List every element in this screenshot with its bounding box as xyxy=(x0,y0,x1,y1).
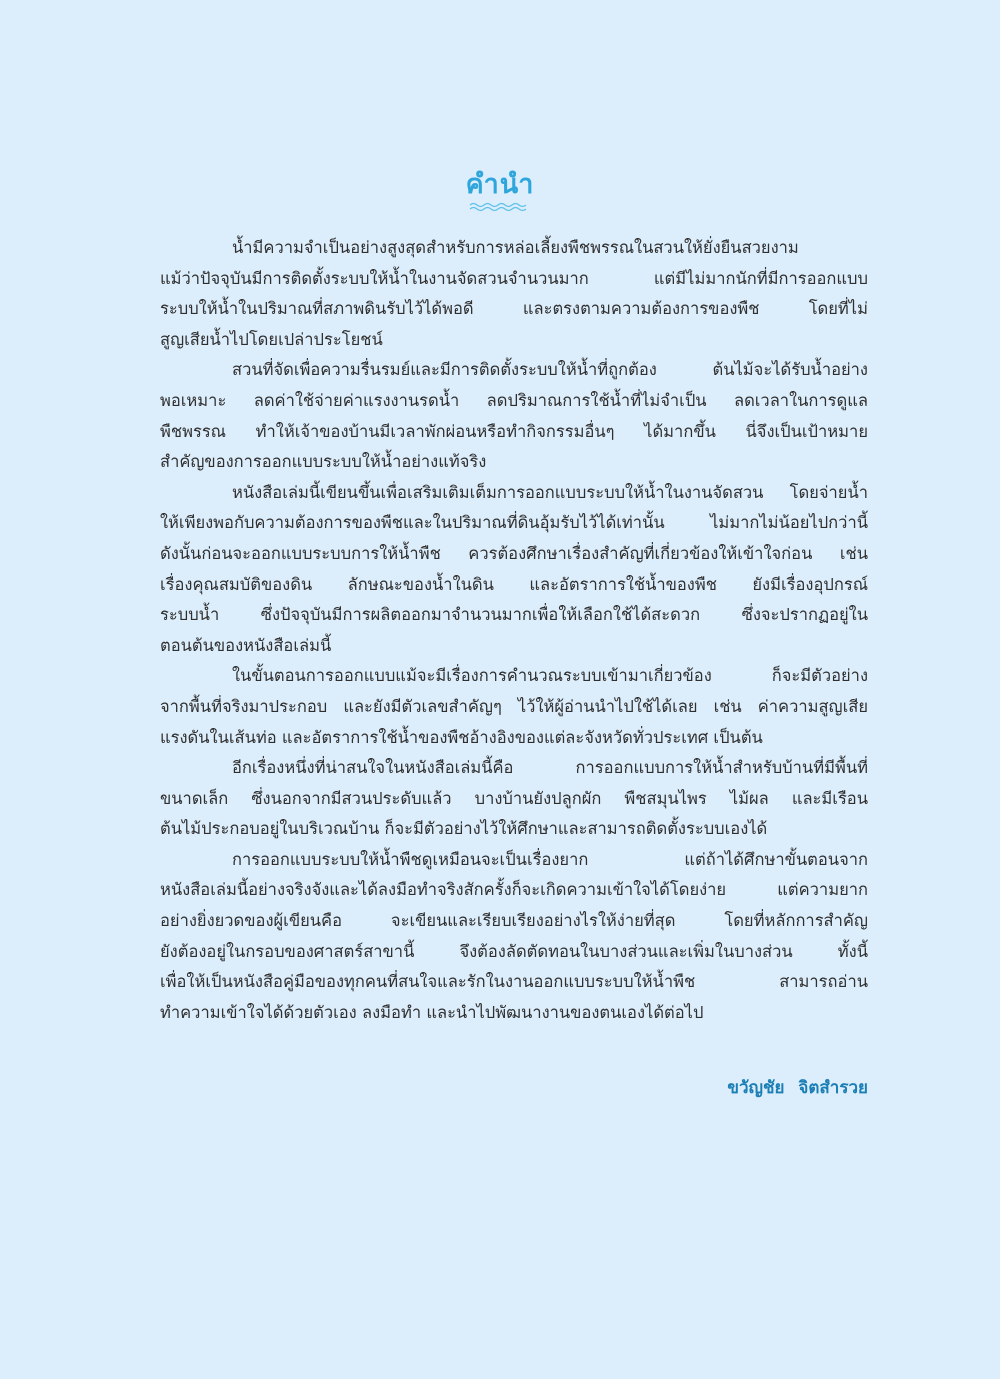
text-line: น้ำมีความจำเป็นอย่างสูงสุดสำหรับการหล่อเลี้ยงพืชพรรณในสวนให้ยั่งยืนสวยงาม xyxy=(232,238,799,257)
text-line: อย่างยิ่งยวดของผู้เขียนคือ จะเขียนและเรียบเรียงอย่างไรให้ง่ายที่สุด โดยที่หลักการสำคัญ xyxy=(160,911,868,931)
text-line: เรื่องคุณสมบัติของดิน ลักษณะของน้ำในดิน และอัตราการใช้น้ำของพืช ยังมีเรื่องอุปกรณ์ xyxy=(160,574,868,594)
paragraph xyxy=(160,478,868,662)
text-line: แม้ว่าปัจจุบันมีการติดตั้งระบบให้น้ำในงานจัดสวนจำนวนมาก แต่มีไม่มากนักที่มีการออกแบบ xyxy=(160,268,868,288)
text-line: ให้เพียงพอกับความต้องการของพืชและในปริมาณที่ดินอุ้มรับไว้ได้เท่านั้น ไม่มากไม่น้อยไปกว่านี้ xyxy=(160,513,868,533)
text-line: ในขั้นตอนการออกแบบแม้จะมีเรื่องการคำนวณระบบเข้ามาเกี่ยวข้อง ก็จะมีตัวอย่าง xyxy=(232,666,868,686)
text-line: ดังนั้นก่อนจะออกแบบระบบการให้น้ำพืช ควรต้องศึกษาเรื่องสำคัญที่เกี่ยวข้องให้เข้าใจก่อน เช่น xyxy=(160,543,868,563)
title-block xyxy=(0,168,1000,212)
text-line: หนังสือเล่มนี้อย่างจริงจังและได้ลงมือทำจริงสักครั้งก็จะเกิดความเข้าใจได้โดยง่าย แต่ความยาก xyxy=(160,880,868,900)
text-line: เพื่อให้เป็นหนังสือคู่มือของทุกคนที่สนใจและรักในงานออกแบบระบบให้น้ำพืช สามารถอ่าน xyxy=(160,972,868,992)
text-line: สวนที่จัดเพื่อความรื่นรมย์และมีการติดตั้งระบบให้น้ำที่ถูกต้อง ต้นไม้จะได้รับน้ำอย่าง xyxy=(232,360,868,380)
author-signature: ขวัญชัย จิตสำรวย xyxy=(727,1078,868,1098)
paragraph xyxy=(160,661,868,753)
paragraph xyxy=(160,355,868,477)
text-line: แรงดันในเส้นท่อ และอัตราการใช้น้ำของพืชอ้างอิงของแต่ละจังหวัดทั่วประเทศ เป็นต้น xyxy=(160,727,763,747)
text-line: พอเหมาะ ลดค่าใช้จ่ายค่าแรงงานรดน้ำ ลดปริมาณการใช้น้ำที่ไม่จำเป็น ลดเวลาในการดูแล xyxy=(160,390,868,410)
wave-underline-icon xyxy=(469,202,531,212)
text-line: พืชพรรณ ทำให้เจ้าของบ้านมีเวลาพักผ่อนหรือทำกิจกรรมอื่นๆ ได้มากขึ้น นี่จึงเป็นเป้าหมาย xyxy=(160,421,868,441)
text-line: ระบบให้น้ำในปริมาณที่สภาพดินรับไว้ได้พอดี และตรงตามความต้องการของพืช โดยที่ไม่ xyxy=(160,299,868,319)
preface-body xyxy=(160,233,868,1028)
text-line: จากพื้นที่จริงมาประกอบ และยังมีตัวเลขสำคัญๆ ไว้ให้ผู้อ่านนำไปใช้ได้เลย เช่น ค่าความสูญเสีย xyxy=(160,696,868,716)
text-line: ต้นไม้ประกอบอยู่ในบริเวณบ้าน ก็จะมีตัวอย่างไว้ให้ศึกษาและสามารถติดตั้งระบบเองได้ xyxy=(160,819,768,839)
text-line: หนังสือเล่มนี้เขียนขึ้นเพื่อเสริมเติมเต็มการออกแบบระบบให้น้ำในงานจัดสวน โดยจ่ายน้ำ xyxy=(232,482,868,502)
text-line: ยังต้องอยู่ในกรอบของศาสตร์สาขานี้ จึงต้องลัดตัดทอนในบางส่วนและเพิ่มในบางส่วน ทั้งนี้ xyxy=(160,941,868,961)
text-line: ระบบน้ำ ซึ่งปัจจุบันมีการผลิตออกมาจำนวนมากเพื่อให้เลือกใช้ได้สะดวก ซึ่งจะปรากฏอยู่ใน xyxy=(160,605,868,625)
text-line: การออกแบบระบบให้น้ำพืชดูเหมือนจะเป็นเรื่องยาก แต่ถ้าได้ศึกษาขั้นตอนจาก xyxy=(232,849,868,869)
page-title: คำนำ xyxy=(465,169,535,200)
text-line: ทำความเข้าใจได้ด้วยตัวเอง ลงมือทำ และนำไปพัฒนางานของตนเองได้ต่อไป xyxy=(160,1002,704,1022)
paragraph xyxy=(160,845,868,1029)
text-line: สำคัญของการออกแบบระบบให้น้ำอย่างแท้จริง xyxy=(160,452,487,472)
text-line: สูญเสียน้ำไปโดยเปล่าประโยชน์ xyxy=(160,329,383,349)
paragraph xyxy=(160,233,868,355)
paragraph xyxy=(160,753,868,845)
text-line: ขนาดเล็ก ซึ่งนอกจากมีสวนประดับแล้ว บางบ้านยังปลูกผัก พืชสมุนไพร ไม้ผล และมีเรือน xyxy=(160,788,868,808)
text-line: อีกเรื่องหนึ่งที่น่าสนใจในหนังสือเล่มนี้คือ การออกแบบการให้น้ำสำหรับบ้านที่มีพื้นที่ xyxy=(232,758,868,778)
text-line: ตอนต้นของหนังสือเล่มนี้ xyxy=(160,635,332,655)
